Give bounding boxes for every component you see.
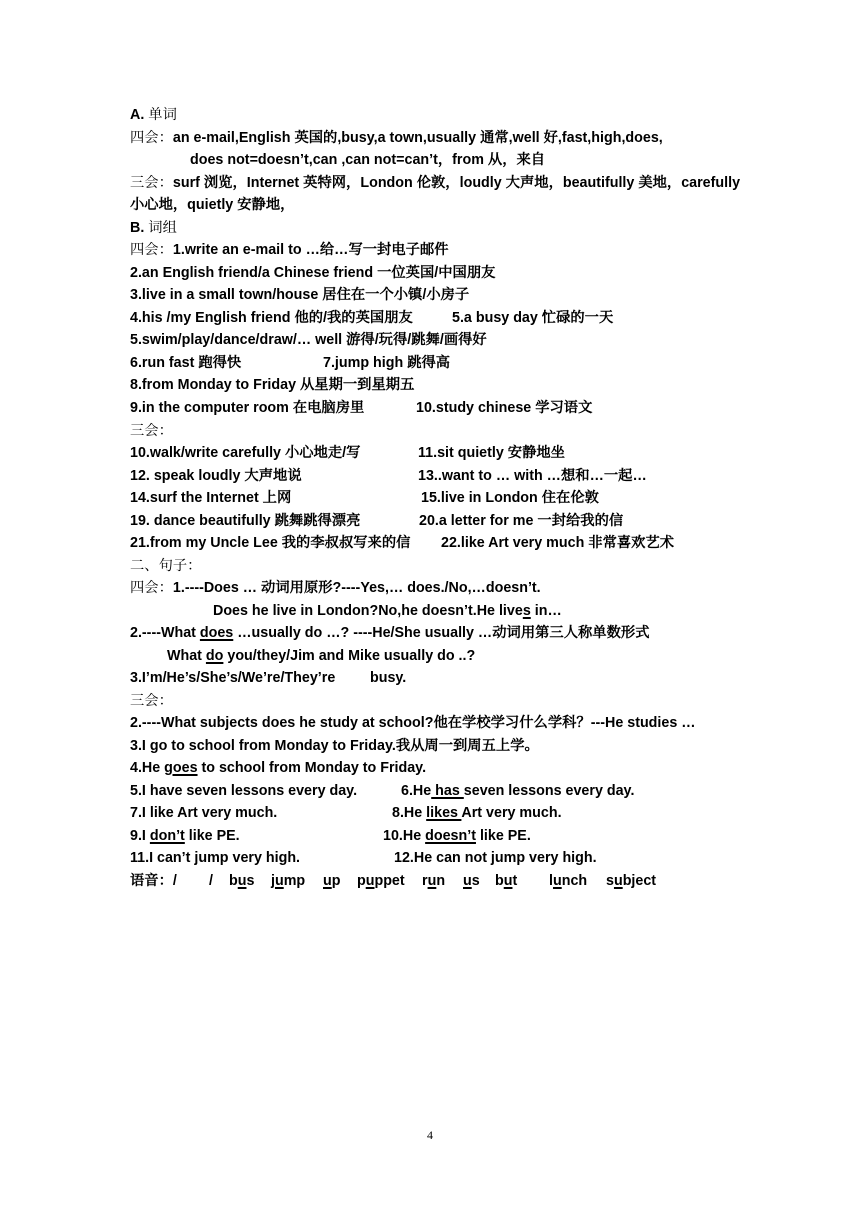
phrase-1	[130, 239, 449, 261]
phrase-letter-for-me: 20.a letter for me 一封给我的信	[419, 513, 624, 529]
phonics-letters: ppet	[374, 873, 405, 889]
phrase-like-art: 22.like Art very much 非常喜欢艺术	[441, 535, 675, 551]
sentence-three-3: 3.I go to school from Monday to Friday.我从周一到周五上学。	[130, 738, 539, 754]
phonics-slash: /	[209, 873, 213, 889]
phrase-3: 3.live in a small town/house 居住在一个小镇/小房子	[130, 287, 470, 303]
phonics-letters: s	[246, 873, 255, 889]
sentence-three-12: 12.He can not jump very high.	[394, 850, 597, 866]
phonics-underlined-u: u	[503, 873, 513, 889]
phonics-letters: r	[422, 873, 428, 889]
sentence-text: in…	[530, 603, 562, 619]
phrase-run-fast: 6.run fast 跑得快	[130, 355, 242, 371]
phonics-letters: p	[357, 873, 366, 889]
phrase-2: 2.an English friend/a Chinese friend 一位英国/中国朋友	[130, 265, 496, 281]
sentence-text: What	[167, 648, 206, 664]
phonics-letters: p	[331, 873, 341, 889]
page-number: 4	[427, 1128, 433, 1142]
sentence-three-row-9	[130, 825, 690, 847]
phrase-want-to: 13..want to … with …想和…一起…	[418, 468, 647, 484]
sentence-three-10	[383, 825, 531, 847]
phonics-letters: b	[229, 873, 238, 889]
phonics-word-9	[606, 870, 656, 892]
phonics-word-7	[495, 870, 517, 892]
phrase-sit-quietly: 11.sit quietly 安静地坐	[418, 445, 565, 461]
phonics-word-8	[549, 870, 587, 892]
phrase-6: 5.swim/play/dance/draw/… well 游得/玩得/跳舞/画得好	[130, 332, 487, 348]
sentence-2	[130, 622, 650, 644]
section-a-three-line1	[130, 172, 740, 194]
sentence-1-text: 1.----Does … 动词用原形?----Yes,… does./No,…doesn’t.	[172, 580, 541, 596]
phrase-uncle-lee: 21.from my Uncle Lee 我的李叔叔写来的信	[130, 535, 411, 551]
underlined-goes: goes	[164, 760, 198, 776]
sentence-text: …usually do …? ----He/She usually …动词用第三人称单数形式	[233, 625, 650, 641]
phonics-letters: n	[436, 873, 446, 889]
sentence-text: 4.He	[130, 760, 165, 776]
section-b-heading	[130, 217, 177, 239]
phrase-three-row-3	[130, 487, 730, 509]
phrase-7-row	[130, 352, 730, 374]
underlined-does: does	[199, 625, 234, 641]
underlined-has: has	[431, 783, 464, 799]
phonics-underlined-u: u	[613, 873, 623, 889]
sentence-text: Does he live in London?No,he doesn’t.He live	[213, 603, 523, 619]
phrase-three-row-4	[130, 510, 730, 532]
phonics-underlined-u: u	[552, 873, 562, 889]
phonics-letters: nch	[561, 873, 588, 889]
phrase-4: 4.his /my English friend 他的/我的英国朋友	[130, 310, 413, 326]
section-a-four-line1	[130, 127, 663, 149]
phrase-three-row-2	[130, 465, 730, 487]
phrase-4-row	[130, 307, 730, 329]
section-a-title: 单词	[144, 107, 177, 123]
phonics-underlined-u: u	[427, 873, 437, 889]
phonics-letters: b	[495, 873, 504, 889]
sentence-text: 9.I	[130, 828, 150, 844]
phonics-letters: mp	[283, 873, 306, 889]
section-a-heading	[130, 104, 177, 126]
section-a-label: A.	[130, 107, 145, 123]
phonics-word-4	[357, 870, 405, 892]
phonics-word-3	[323, 870, 340, 892]
phonics-letters: s	[606, 873, 614, 889]
phrase-three-row-1	[130, 442, 730, 464]
vocab-three-1: surf 浏览，Internet 英特网，London 伦敦，loudly 大声地，beautifully 美地，carefully	[172, 175, 741, 191]
phrase-8: 8.from Monday to Friday 从星期一到星期五	[130, 377, 415, 393]
sentence-text: 6.He	[401, 783, 432, 799]
sentence-three-7: 7.I like Art very much.	[130, 805, 278, 821]
phrase-10: 10.study chinese 学习语文	[416, 400, 593, 416]
sentence-3-busy: busy.	[370, 670, 407, 686]
sentence-text: like PE.	[184, 828, 240, 844]
sentence-text: 2.----What	[130, 625, 200, 641]
four-label: 四会：	[130, 130, 173, 146]
phonics-word-1	[229, 870, 254, 892]
phrase-1-text: 1.write an e-mail to …给…写一封电子邮件	[172, 242, 449, 258]
underlined-dont: don’t	[149, 828, 185, 844]
section-b-title: 词组	[144, 220, 177, 236]
phrase-5: 5.a busy day 忙碌的一天	[452, 310, 614, 326]
underlined-s: s	[522, 603, 531, 619]
sentence-1-example	[213, 600, 562, 622]
sentence-text: 10.He	[383, 828, 426, 844]
phonics-letters: l	[549, 873, 553, 889]
section-b-three-label: 三会：	[130, 423, 173, 439]
phrase-9: 9.in the computer room 在电脑房里	[130, 400, 365, 416]
sentence-three-9	[130, 825, 240, 847]
section-b-label: B.	[130, 220, 145, 236]
sentence-three-row-11	[130, 847, 690, 869]
sentence-three-2: 2.----What subjects does he study at school?他在学校学习什么学科？---He studies …	[130, 715, 696, 731]
phonics-label: 语音：/	[130, 873, 177, 889]
vocab-four-1: an e-mail,English 英国的,busy,a town,usually 通常,well 好,fast,high,does,	[172, 130, 663, 146]
phonics-underlined-u: u	[365, 873, 375, 889]
phrase-9-row	[130, 397, 730, 419]
vocab-three-2: 小心地，quietly 安静地，	[130, 197, 295, 213]
sentences-three-label: 三会：	[130, 693, 173, 709]
phonics-word-5	[422, 870, 445, 892]
sentence-text: seven lessons every day.	[463, 783, 635, 799]
phonics-underlined-u: u	[274, 873, 284, 889]
sentence-3	[130, 667, 530, 689]
sentence-2-example	[167, 645, 475, 667]
underlined-do: do	[205, 648, 224, 664]
phrase-walk-carefully: 10.walk/write carefully 小心地走/写	[130, 445, 361, 461]
phonics-underlined-u: u	[463, 873, 472, 889]
section-a-three-line2	[130, 194, 294, 216]
phonics-letters: bject	[622, 873, 657, 889]
phonics-word-6	[463, 870, 480, 892]
sentence-three-5: 5.I have seven lessons every day.	[130, 783, 358, 799]
sentence-1	[130, 577, 541, 599]
phonics-word-2	[271, 870, 305, 892]
phonics-letters: s	[471, 873, 480, 889]
four-label: 四会：	[130, 242, 173, 258]
sentence-three-4	[130, 757, 426, 779]
phrase-dance-beautifully: 19. dance beautifully 跳舞跳得漂亮	[130, 513, 361, 529]
vocab-four-2: does not=doesn’t,can ,can not=can’t，from 从，来自	[190, 152, 546, 168]
sentence-text: to school from Monday to Friday.	[197, 760, 427, 776]
sentence-three-row-5	[130, 780, 690, 802]
sentence-three-11: 11.I can’t jump very high.	[130, 850, 301, 866]
four-label: 四会：	[130, 580, 173, 596]
phonics-letters: j	[271, 873, 275, 889]
phonics-letters: t	[512, 873, 518, 889]
underlined-doesnt: doesn’t	[425, 828, 476, 844]
sentence-three-row-7	[130, 802, 690, 824]
three-label: 三会：	[130, 175, 173, 191]
sentence-text: like PE.	[475, 828, 531, 844]
phrase-surf-internet: 14.surf the Internet 上网	[130, 490, 292, 506]
phrase-live-london: 15.live in London 住在伦敦	[421, 490, 599, 506]
underlined-likes: likes	[426, 805, 462, 821]
sentence-text: 8.He	[392, 805, 427, 821]
sentence-three-8	[392, 802, 562, 824]
sentences-heading: 二、句子：	[130, 558, 202, 574]
phrase-three-row-5	[130, 532, 750, 554]
sentence-three-6	[401, 780, 634, 802]
sentence-3-pronouns: 3.I’m/He’s/She’s/We’re/They’re	[130, 670, 336, 686]
phonics-underlined-u: u	[237, 873, 247, 889]
sentence-text: you/they/Jim and Mike usually do ..?	[223, 648, 476, 664]
phrase-jump-high: 7.jump high 跳得高	[323, 355, 451, 371]
phrase-speak-loudly: 12. speak loudly 大声地说	[130, 468, 302, 484]
phonics-row	[130, 870, 690, 892]
section-a-four-line2	[190, 149, 545, 171]
sentence-text: Art very much.	[461, 805, 562, 821]
phonics-underlined-u: u	[323, 873, 332, 889]
